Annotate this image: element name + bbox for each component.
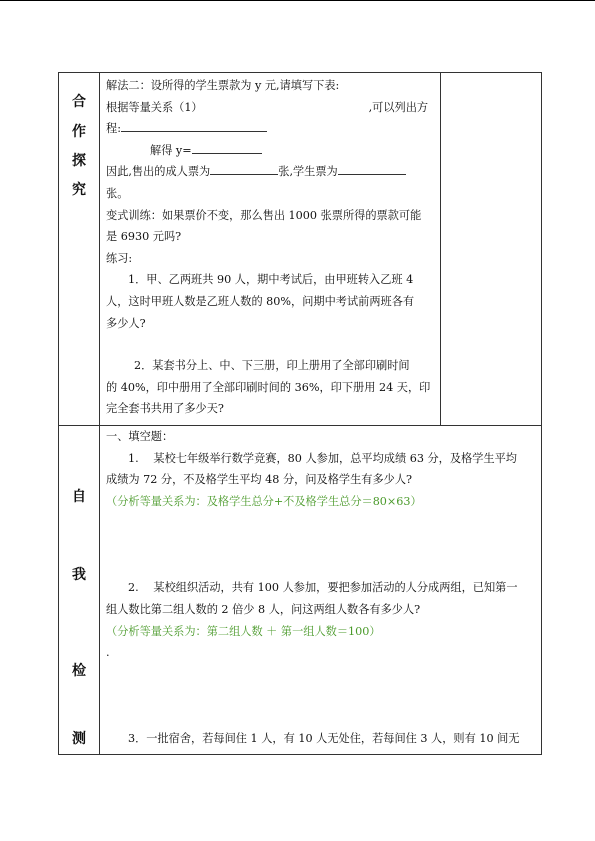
text-line: 张。	[106, 186, 129, 200]
self-test-row	[59, 426, 542, 755]
adult-ticket-blank[interactable]	[210, 162, 278, 175]
question-line: 1. 某校七年级举行数学竞赛，80 人参加，总平均成绩 63 分，及格学生平均	[128, 451, 517, 465]
text-line: 因此,售出的成人票为	[106, 165, 211, 179]
text-line: 变式训练：如果票价不变，那么售出 1000 张票所得的票款可能	[106, 208, 422, 222]
section-label-self-test	[59, 426, 100, 755]
text-line: 多少人?	[106, 316, 146, 330]
analysis-hint: （分析等量关系为：第二组人数 ＋ 第一组人数＝100）	[106, 624, 381, 638]
question-line: 成绩为 72 分，不及格学生平均 48 分，问及格学生有多少人?	[106, 473, 413, 487]
label-char: 我	[72, 567, 86, 583]
question-line: 组人数比第二组人数的 2 倍少 8 人，问这两组人数各有多少人?	[106, 602, 421, 616]
label-char: 测	[72, 731, 86, 747]
answer-blank-y[interactable]	[192, 141, 262, 154]
text-line: 2．某套书分上、中、下三册，印上册用了全部印刷时间	[134, 359, 410, 373]
page-top-rule	[0, 0, 595, 1]
explore-content	[100, 73, 441, 426]
text-line: 人，这时甲班人数是乙班人数的 80%，问期中考试前两班各有	[106, 294, 415, 308]
text-line: 1．甲、乙两班共 90 人，期中考试后，由甲班转入乙班 4	[128, 273, 414, 287]
stray-mark: .	[106, 646, 110, 660]
label-char: 究	[72, 182, 86, 198]
analysis-hint: （分析等量关系为：及格学生总分+不及格学生总分＝80×63）	[106, 494, 422, 508]
text-line: 张,学生票为	[278, 165, 338, 179]
text-line: 是 6930 元吗?	[106, 230, 182, 244]
label-char: 探	[72, 153, 86, 169]
text-line: 完全套书共用了多少天?	[106, 402, 224, 416]
question-line: 3．一批宿舍，若每间住 1 人，有 10 人无处住，若每间住 3 人，则有 10 间无	[128, 731, 520, 745]
notes-column	[441, 73, 542, 426]
text-line: 程:	[106, 122, 121, 136]
text-line: 的 40%，印中册用了全部印刷时间的 36%，印下册用 24 天，印	[106, 380, 431, 394]
cooperative-explore-row	[59, 73, 542, 426]
label-char: 合	[72, 94, 86, 110]
worksheet-table	[58, 72, 542, 755]
text-line: ,可以列出方	[368, 100, 429, 114]
text-line: 解得 y=	[150, 143, 192, 157]
student-ticket-blank[interactable]	[338, 162, 406, 175]
text-line: 根据等量关系（1）	[106, 100, 203, 114]
text-line: 练习:	[106, 251, 133, 265]
label-char: 自	[72, 489, 86, 505]
heading: 一、填空题：	[106, 430, 174, 443]
self-test-content	[100, 426, 542, 755]
text-line: 解法二：设所得的学生票款为 y 元,请填写下表:	[106, 79, 340, 92]
question-line: 2. 某校组织活动，共有 100 人参加，要把参加活动的人分成两组，已知第一	[128, 581, 518, 595]
label-char: 检	[72, 663, 86, 679]
label-char: 作	[72, 124, 86, 140]
section-label-cooperative-explore	[59, 73, 100, 426]
equation-blank[interactable]	[121, 119, 267, 132]
